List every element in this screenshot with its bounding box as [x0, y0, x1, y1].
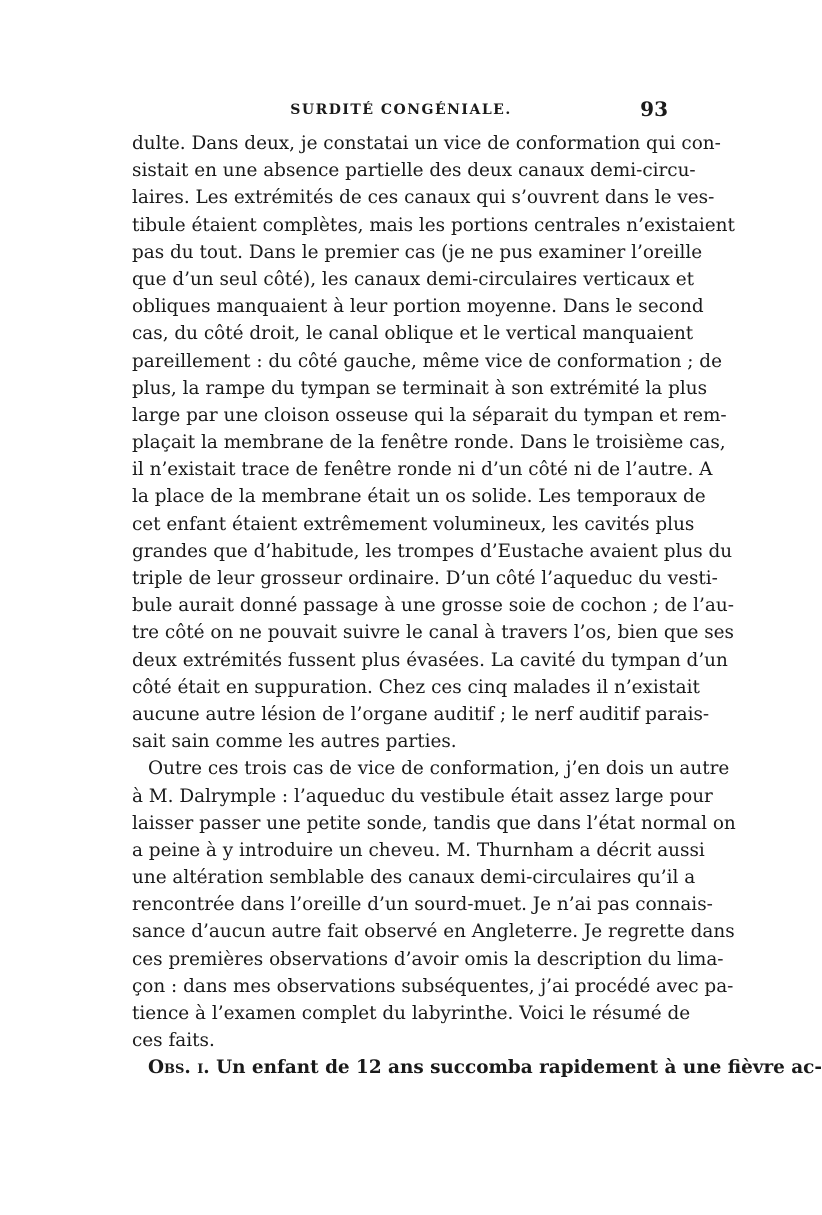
- text-line: cet enfant étaient extrêmement volumineux, les cavités plus: [132, 513, 695, 535]
- text-line: a peine à y introduire un cheveu. M. Thurnham a décrit aussi: [132, 839, 705, 861]
- paragraph-1: [132, 130, 735, 755]
- text-line: tibule étaient complètes, mais les portions centrales n’existaient: [132, 214, 735, 236]
- observation-label: Obs. i.: [148, 1057, 210, 1079]
- body-text: [132, 130, 822, 1082]
- running-head: [132, 97, 670, 130]
- text-line: çon : dans mes observations subséquentes, j’ai procédé avec pa-: [132, 975, 734, 997]
- text-line: Outre ces trois cas de vice de conformation, j’en dois un autre: [148, 758, 730, 780]
- text-line: ces faits.: [132, 1030, 215, 1052]
- text-line: tience à l’examen complet du labyrinthe. Voici le résumé de: [132, 1003, 691, 1024]
- text-line: deux extrémités fussent plus évasées. La cavité du tympan d’un: [132, 649, 728, 671]
- text-line: la place de la membrane était un os solide. Les temporaux de: [132, 486, 706, 508]
- text-line: dulte. Dans deux, je constatai un vice de conformation qui con-: [132, 133, 721, 154]
- text-line: grandes que d’habitude, les trompes d’Eustache avaient plus du: [132, 540, 733, 562]
- page-number: 93: [640, 97, 668, 121]
- text-line: sance d’aucun autre fait observé en Angleterre. Je regrette dans: [132, 921, 735, 943]
- text-line: côté était en suppuration. Chez ces cinq malades il n’existait: [132, 676, 700, 698]
- text-line: pareillement : du côté gauche, même vice de conformation ; de: [132, 350, 722, 372]
- text-line: large par une cloison osseuse qui la séparait du tympan et rem-: [132, 404, 727, 426]
- text-line: que d’un seul côté), les canaux demi-circulaires verticaux et: [132, 268, 695, 290]
- text-line: plus, la rampe du tympan se terminait à son extrémité la plus: [132, 377, 708, 399]
- text-line: triple de leur grosseur ordinaire. D’un côté l’aqueduc du vesti-: [132, 568, 718, 589]
- text-line: sistait en une absence partielle des deux canaux demi-circu-: [132, 160, 696, 182]
- text-line: obliques manquaient à leur portion moyenne. Dans le second: [132, 296, 704, 318]
- text-line: plaçait la membrane de la fenêtre ronde. Dans le troisième cas,: [132, 432, 726, 454]
- running-title: SURDITÉ CONGÉNIALE.: [290, 102, 512, 118]
- text-line: sait sain comme les autres parties.: [132, 731, 457, 753]
- text-line: il n’existait trace de fenêtre ronde ni d’un côté ni de l’autre. A: [132, 459, 713, 481]
- observation-line: [132, 1054, 822, 1081]
- text-line: cas, du côté droit, le canal oblique et le vertical manquaient: [132, 323, 694, 345]
- text-line: pas du tout. Dans le premier cas (je ne pus examiner l’oreille: [132, 241, 703, 263]
- text-line: aucune autre lésion de l’organe auditif ; le nerf auditif parais-: [132, 703, 710, 725]
- text-line: laires. Les extrémités de ces canaux qui s’ouvrent dans le ves-: [132, 187, 715, 209]
- paragraph-2: [132, 755, 736, 1054]
- text-line: une altération semblable des canaux demi-circulaires qu’il a: [132, 867, 696, 889]
- text-line: à M. Dalrymple : l’aqueduc du vestibule était assez large pour: [132, 785, 713, 807]
- observation-paragraph: [132, 1054, 822, 1081]
- observation-text: Un enfant de 12 ans succomba rapidement à une fièvre ac-: [216, 1057, 822, 1079]
- book-page: [132, 97, 822, 1082]
- text-line: bule aurait donné passage à une grosse soie de cochon ; de l’au-: [132, 595, 734, 617]
- text-line: ces premières observations d’avoir omis la description du lima-: [132, 948, 724, 970]
- text-line: tre côté on ne pouvait suivre le canal à travers l’os, bien que ses: [132, 622, 734, 644]
- text-line: laisser passer une petite sonde, tandis que dans l’état normal on: [132, 812, 736, 834]
- text-line: rencontrée dans l’oreille d’un sourd-muet. Je n’ai pas connais-: [132, 894, 713, 916]
